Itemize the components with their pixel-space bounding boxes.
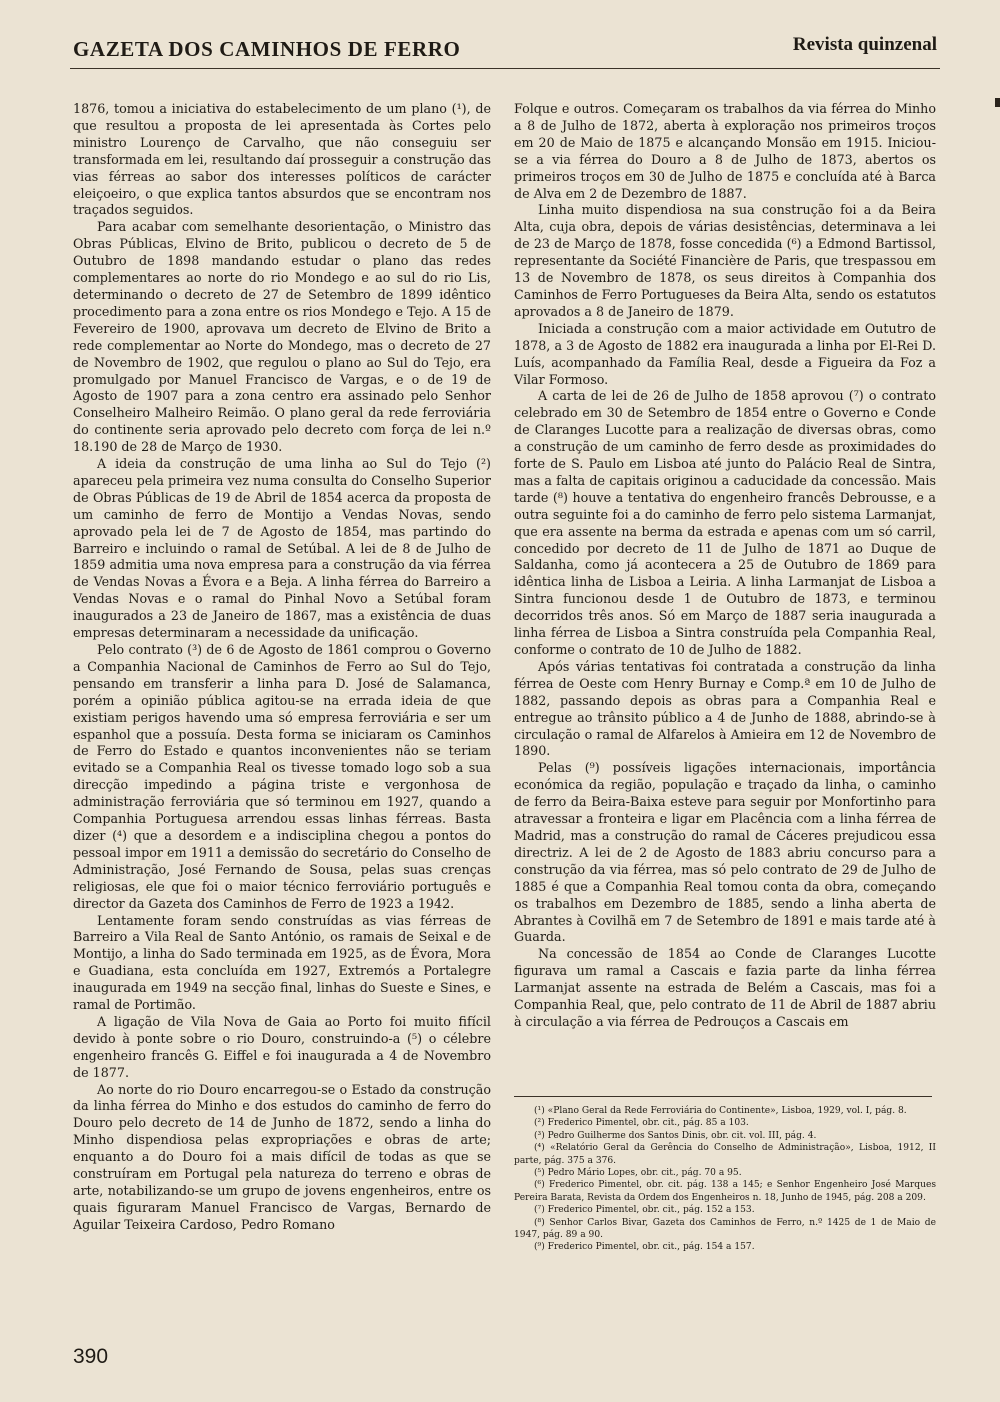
footnote: (⁶) Frederico Pimentel, obr. cit. pág. 138 a 145; e Senhor Engenheiro José Marques Pereira Barata, Revista da Ordem dos Engenheiros n. 18, Junho de 1945, pág. 208 a 209. [514,1180,936,1203]
paragraph: Folque e outros. Começaram os trabalhos da via férrea do Minho a 8 de Julho de 1872, aberta à exploração nos primeiros troços em 20 de Maio de 1875 e alcançando Monsão em 1915. Iniciou-se a via férrea do Douro a 8 de Julho de 1873, abertos os primeiros troços em 30 de Julho de 1875 e concluída até à Barca de Alva em 2 de Dezembro de 1887. [514,101,936,201]
right-column [514,101,936,1031]
paragraph: Após várias tentativas foi contratada a construção da linha férrea de Oeste com Henry Burnay e Comp.ª em 10 de Julho de 1882, passando depois as obras para a Companhia Real e entregue ao trânsito público a 4 de Junho de 1888, abrindo-se à circulação o ramal de Alfarelos à Amieira em 12 de Novembro de 1890. [514,658,936,759]
header-rule [70,68,940,69]
footnote: (¹) «Plano Geral da Rede Ferroviária do Continente», Lisboa, 1929, vol. I, pág. 8. [534,1106,907,1116]
footnote: (⁷) Frederico Pimentel, obr. cit., pág. 152 a 153. [534,1205,755,1216]
footnote: (⁴) «Relatório Geral da Gerência do Conselho de Administração», Lisboa, 1912, II parte, pág. 375 a 376. [514,1143,936,1166]
footnote: (⁸) Senhor Carlos Bivar, Gazeta dos Caminhos de Ferro, n.º 1425 de 1 de Maio de 1947, pág. 89 a 90. [514,1217,936,1241]
footnote-rule [514,1096,932,1097]
journal-subtitle: Revista quinzenal [792,34,937,55]
paragraph: Lentamente foram sendo construídas as vias férreas de Barreiro a Vila Real de Santo António, os ramais de Seixal e de Montijo, a linha do Sado terminada em 1925, as de Évora, Mora e Guadiana, esta concluída em 1927, Extremós a Portalegre inaugurada em 1949 na secção final, linhas do Sueste e Sines, e ramal de Portimão. [73,912,491,1013]
footnote: (³) Pedro Guilherme dos Santos Dinis, obr. cit. vol. III, pág. 4. [534,1130,817,1141]
paragraph: Ao norte do rio Douro encarregou-se o Estado da construção da linha férrea do Minho e dos estudos do caminho de ferro do Douro pelo decreto de 14 de Junho de 1872, sendo a linha do Minho dispendiosa pelas expropriações e obras de arte; enquanto a do Douro foi a mais difícil de todas as que se construíram em Portugal pela natureza do terreno e obras de arte, notabilizando-se um grupo de jovens engenheiros, entre os quais figuraram Manuel Francisco de Vargas, Bernardo de Aguilar Teixeira Cardoso, Pedro Romano [73,1081,491,1232]
footnote: (⁹) Frederico Pimentel, obr. cit., pág. 154 a 157. [534,1242,755,1253]
page-edge-mark [995,98,1000,107]
paragraph: Para acabar com semelhante desorientação, o Ministro das Obras Públicas, Elvino de Brito, publicou o decreto de 5 de Outubro de 1898 mandando estudar o plano das redes complementares ao norte do rio Mondego e ao sul do rio Lis, determinando o decreto de 27 de Setembro de 1899 idêntico procedimento para a zona entre os rios Mondego e Tejo. A 15 de Fevereiro de 1900, aprovava um decreto de Elvino de Brito a rede complementar ao Norte do Mondego, mas o decreto de 27 de Novembro de 1902, que regulou o plano ao Sul do Tejo, era promulgado por Manuel Francisco de Vargas, e o de 19 de Agosto de 1907 para a zona centro era assinado pelo Senhor Conselheiro Malheiro Reimão. O plano geral da rede ferroviária do continente seria aprovado pelo decreto com força de lei n.º 18.190 de 28 de Março de 1930. [73,219,491,455]
paragraph: Na concessão de 1854 ao Conde de Claranges Lucotte figurava um ramal a Cascais e fazia parte da linha férrea Larmanjat assente na estrada de Belém a Cascais, mas foi a Companhia Real, que, pelo contrato de 11 de Abril de 1887 abriu à circulação a via férrea de Pedrouços a Cascais em [514,946,936,1029]
footnote: (²) Frederico Pimentel, obr. cit., pág. 85 a 103. [534,1118,749,1129]
paragraph: A ideia da construção de uma linha ao Sul do Tejo (²) apareceu pela primeira vez numa consulta do Conselho Superior de Obras Públicas de 19 de Abril de 1854 acerca da proposta de um caminho de ferro de Montijo a Vendas Novas, sendo aprovado pela lei de 7 de Agosto de 1854, mas partindo do Barreiro e incluindo o ramal de Setúbal. A lei de 8 de Julho de 1859 admitia uma nova empresa para a construção da via férrea de Vendas Novas a Évora e a Beja. A linha férrea do Barreiro a Vendas Novas e o ramal do Pinhal Novo a Setúbal foram inaugurados a 23 de Janeiro de 1867, mas a existência de duas empresas determinaram a necessidade da unificação. [73,456,491,641]
paragraph: A carta de lei de 26 de Julho de 1858 aprovou (⁷) o contrato celebrado em 30 de Setembro de 1854 entre o Governo e Conde de Claranges Lucotte para a realização de diversas obras, como a construção de um caminho de ferro desde as proximidades do forte de S. Paulo em Lisboa até junto do Palácio Real de Sintra, mas a falta de capitais originou a caducidade da concessão. Mais tarde (⁸) houve a tentativa do engenheiro francês Debrousse, e a outra seguinte foi a do caminho de ferro pelo sistema Larmanjat, que era assente na berma da estrada e apenas com um só carril, concedido por decreto de 11 de Julho de 1871 ao Duque de Saldanha, como já acontecera a 25 de Outubro de 1869 para idêntica linha de Lisboa a Leiria. A linha Larmanjat de Lisboa a Sintra funcionou desde 1 de Outubro de 1873, e terminou decorridos três anos. Só em Março de 1887 seria inaugurada a linha férrea de Lisboa a Sintra construída pela Companhia Real, conforme o contrato de 10 de Julho de 1882. [514,388,936,657]
paragraph: Iniciada a construção com a maior actividade em Oututro de 1878, a 3 de Agosto de 1882 era inaugurada a linha por El-Rei D. Luís, acompanhado da Família Real, desde a Figueira da Foz a Vilar Formoso. [514,320,936,387]
paragraph: Pelas (⁹) possíveis ligações internacionais, importância económica da região, população e traçado da linha, o caminho de ferro da Beira-Baixa esteve para seguir por Monfortinho para atravessar a fronteira e ligar em Placência com a linha férrea de Madrid, mas a construção do ramal de Cáceres prejudicou essa directriz. A lei de 2 de Agosto de 1883 abriu concurso para a construção da via férrea, mas só pelo contrato de 29 de Julho de 1885 é que a Companhia Real tomou conta da obra, começando os trabalhos em Dezembro de 1885, sendo a linha aberta de Abrantes à Covilhã em 7 de Setembro de 1891 e mais tarde até à Guarda. [514,760,936,945]
footnotes [514,1105,936,1254]
paragraph: A ligação de Vila Nova de Gaia ao Porto foi muito fifícil devido à ponte sobre o rio Douro, construindo-a (⁵) o célebre engenheiro francês G. Eiffel e foi inaugurada a 4 de Novembro de 1877. [73,1013,491,1080]
paragraph: Pelo contrato (³) de 6 de Agosto de 1861 comprou o Governo a Companhia Nacional de Caminhos de Ferro ao Sul do Tejo, pensando em transferir a linha para D. José de Salamanca, porém a opinião pública agitou-se na errada ideia de que existiam perigos havendo uma só empresa ferroviária e ser um espanhol que a possuía. Desta forma se iniciaram os Caminhos de Ferro do Estado e quantos inconvenientes não se teriam evitado se a Companhia Real os tivesse tomado logo sob a sua direcção impedindo a página triste e vergonhosa de administração ferroviária que só terminou em 1927, quando a Companhia Portuguesa arrendou essas linhas férreas. Basta dizer (⁴) que a desordem e a indisciplina chegou a pontos do pessoal impor em 1911 a demissão do secretário do Conselho de Administração, José Fernando de Sousa, pelas suas crenças religiosas, ele que foi o maior técnico ferroviário português e director da Gazeta dos Caminhos de Ferro de 1923 a 1942. [73,642,491,911]
journal-title: GAZETA DOS CAMINHOS DE FERRO [73,37,461,61]
left-column [73,101,491,1234]
footnote: (⁵) Pedro Mário Lopes, obr. cit., pág. 70 a 95. [534,1168,742,1179]
paragraph: Linha muito dispendiosa na sua construção foi a da Beira Alta, cuja obra, depois de várias desistências, determinava a lei de 23 de Março de 1878, fosse concedida (⁶) a Edmond Bartissol, representante da Société Financière de Paris, que trespassou em 13 de Novembro de 1878, os seus direitos à Companhia dos Caminhos de Ferro Portugueses da Beira Alta, sendo os estatutos aprovados a 8 de Janeiro de 1879. [514,202,936,319]
paragraph: 1876, tomou a iniciativa do estabelecimento de um plano (¹), de que resultou a proposta de lei apresentada às Cortes pelo ministro Lourenço de Carvalho, que não conseguiu ser transformada em lei, resultando daí prosseguir a construção das vias férreas ao sabor dos interesses políticos de carácter eleiçoeiro, o que explica tantos absurdos que se encontram nos traçados seguidos. [73,101,491,218]
page-number: 390 [73,1345,109,1368]
